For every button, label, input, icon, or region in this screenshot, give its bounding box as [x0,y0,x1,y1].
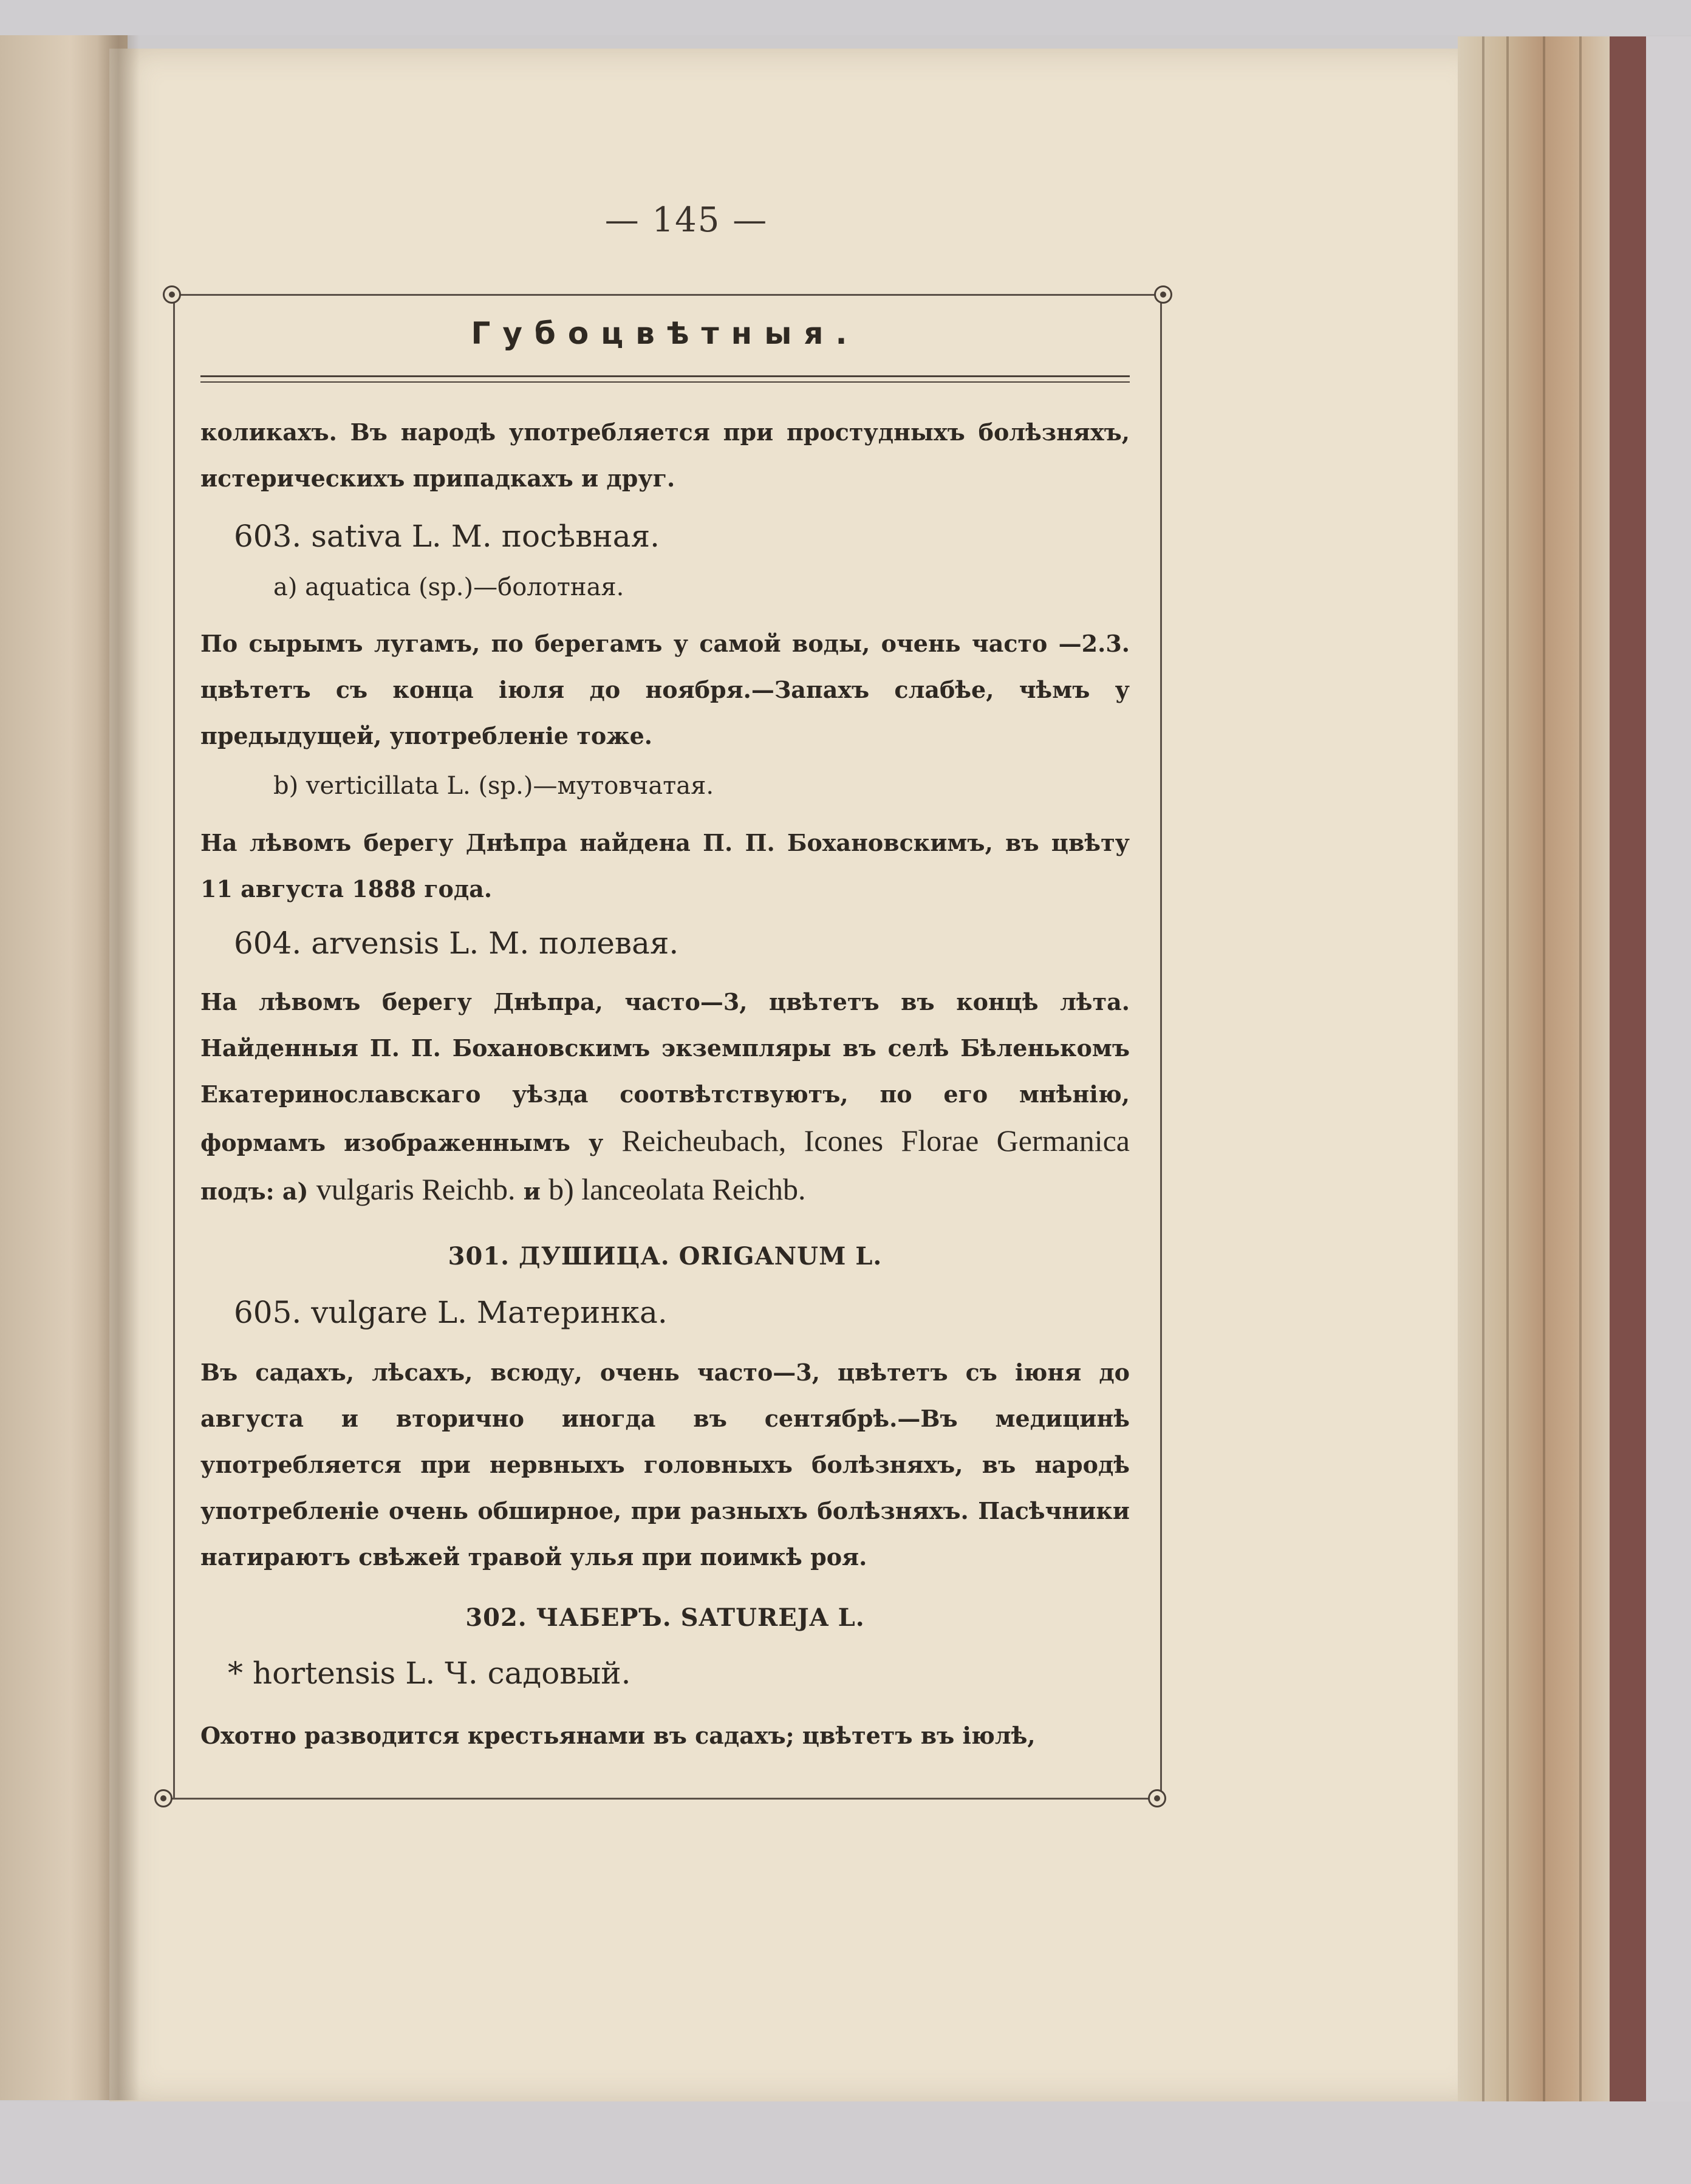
frame-border-bottom [162,1798,1158,1800]
paragraph-variety-b: На лѣвомъ берегу Днѣпра найдена П. П. Бохановскимъ, въ цвѣту 11 августа 1888 года. [200,829,1130,903]
page-gutter [97,35,140,2100]
frame-corner-ornament [154,1789,173,1807]
species-heading-604: 604. arvensis L. M. полевая. [234,926,679,961]
frame-border-left [173,294,175,1799]
paragraph-605: Въ садахъ, лѣсахъ, всюду, очень часто—3, цвѣтетъ съ іюня до августа и вторично иногда въ сентябрѣ.—Въ медицинѣ употребляется при нервныхъ головныхъ болѣзняхъ, въ народѣ употребленіе очень обширное, при разныхъ болѣзняхъ. Пасѣчники натираютъ свѣжей травой улья при поимкѣ роя. [200,1359,1130,1571]
scan-background-top [0,0,1691,35]
page-edge-line [1543,36,1545,2101]
frame-border-top [169,294,1165,296]
paragraph-variety-a: По сырымъ лугамъ, по берегамъ у самой воды, очень часто —2.3. цвѣтетъ съ конца іюля до ноября.—Запахъ слабѣе, чѣмъ у предыдущей, употребленіе тоже. [200,630,1130,749]
page-number: — 145 — [604,200,768,240]
header-rule [200,375,1130,377]
variety-b-heading: b) verticillata L. (sp.)—мутовчатая. [273,772,714,800]
running-header: Губоцвѣтныя. [471,316,859,351]
paragraph-604 [200,979,1130,1215]
genus-heading-302: 302. ЧАБЕРЪ. SATUREJA L. [465,1603,865,1632]
species-heading-hortensis: * hortensis L. Ч. садовый. [228,1656,631,1691]
book-cover-edge [1610,36,1646,2101]
header-rule [200,381,1130,383]
paragraph-hortensis: Охотно разводится крестьянами въ садахъ; цвѣтетъ въ іюлѣ, [200,1722,1036,1749]
scan-background-bottom [0,2101,1691,2184]
page-edges [1458,36,1610,2101]
species-heading-603: 603. sativa L. M. посѣвная. [234,519,660,554]
page-edge-line [1482,36,1484,2101]
paragraph-604-text: и [523,1178,541,1205]
paragraph-intro: коликахъ. Въ народѣ употребляется при простудныхъ болѣзняхъ, истерическихъ припадкахъ и друг. [200,418,1130,492]
paragraph-604-latin-ref: Reicheubach, Icones Florae Germanica [621,1124,1130,1158]
paragraph-604-latin-ref: b) lanceolata Reichb. [548,1172,806,1206]
paragraph-604-latin-ref: vulgaris Reichb. [316,1172,516,1206]
variety-a-heading: a) aquatica (sp.)—болотная. [273,573,624,601]
genus-heading-301: 301. ДУШИЦА. ORIGANUM L. [448,1242,883,1271]
species-heading-605: 605. vulgare L. Материнка. [234,1295,668,1330]
page-edge-line [1506,36,1509,2101]
frame-corner-ornament [163,285,181,304]
frame-corner-ornament [1148,1789,1166,1807]
paragraph-604-text: подъ: a) [200,1178,309,1205]
page-edge-line [1579,36,1582,2101]
frame-corner-ornament [1154,285,1172,304]
paragraph-604-text: На лѣвомъ берегу Днѣпра, часто—3, цвѣтетъ въ концѣ лѣта. Найденныя П. П. Бохановскимъ экземпляры въ селѣ Бѣленькомъ Екатеринославскаго уѣзда соотвѣтствуютъ, по его мнѣнію, формамъ изображеннымъ у [200,988,1130,1156]
